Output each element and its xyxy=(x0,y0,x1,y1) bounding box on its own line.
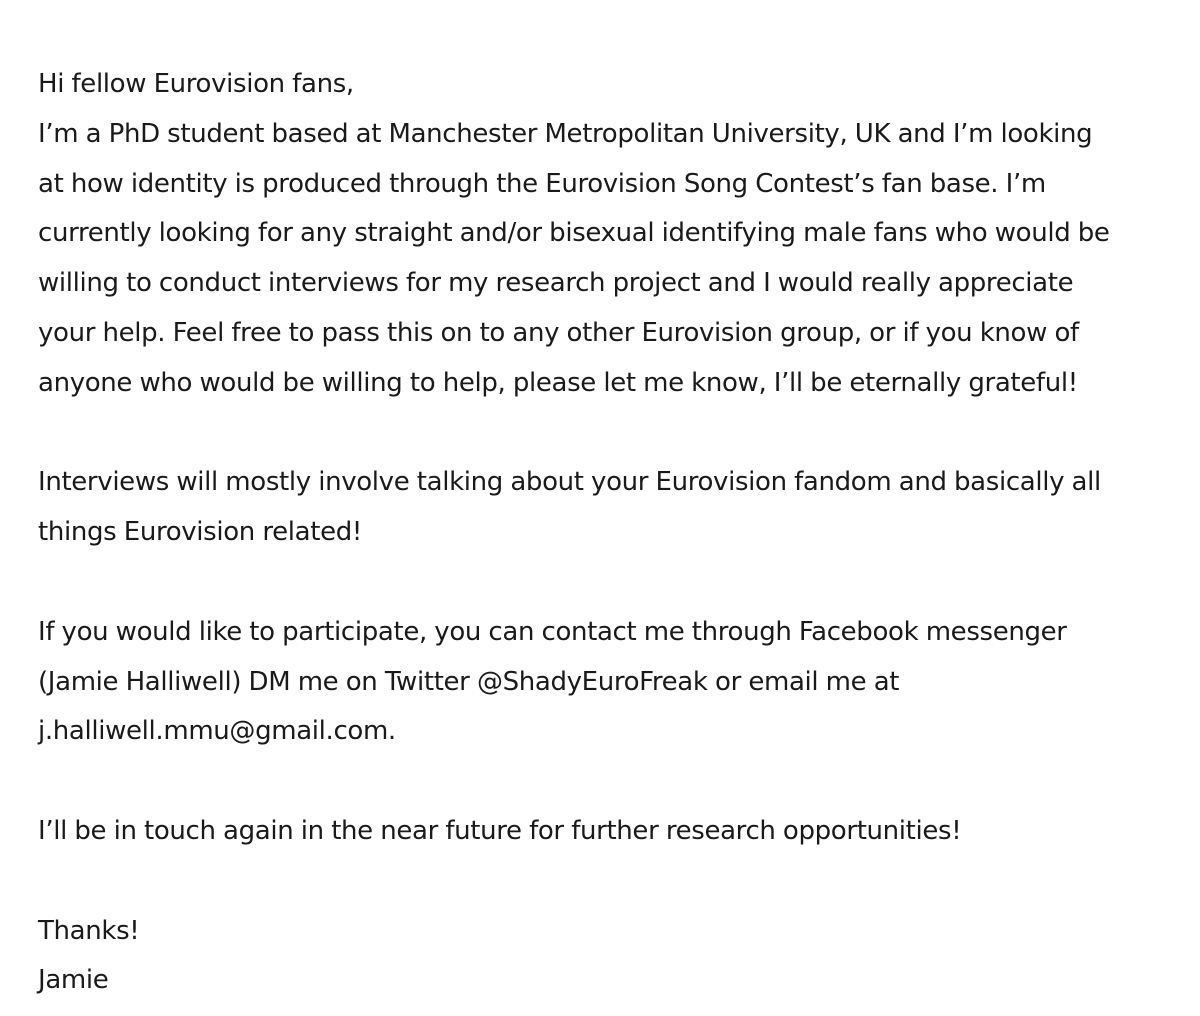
paragraph-line: j.halliwell.mmu@gmail.com. xyxy=(38,716,396,747)
paragraph-line: If you would like to participate, you can contact me through Facebook messenger xyxy=(38,616,1067,647)
intro-paragraph xyxy=(38,110,1178,409)
interview-paragraph xyxy=(38,458,1178,558)
greeting-line: Hi fellow Eurovision fans, xyxy=(38,69,354,99)
paragraph-gap xyxy=(38,857,1178,907)
paragraph-line: things Eurovision related! xyxy=(38,517,362,548)
paragraph-gap xyxy=(38,757,1178,807)
letter-body xyxy=(38,60,1178,1006)
paragraph-line: anyone who would be willing to help, please let me know, I’ll be eternally grateful! xyxy=(38,367,1078,398)
paragraph-line: your help. Feel free to pass this on to any other Eurovision group, or if you know of xyxy=(38,317,1079,348)
paragraph-line: currently looking for any straight and/or bisexual identifying male fans who would be xyxy=(38,218,1110,249)
paragraph-line: (Jamie Halliwell) DM me on Twitter @ShadyEuroFreak or email me at xyxy=(38,666,900,697)
paragraph-line: Interviews will mostly involve talking about your Eurovision fandom and basically all xyxy=(38,467,1101,498)
paragraph-line: I’m a PhD student based at Manchester Metropolitan University, UK and I’m looking xyxy=(38,118,1093,149)
paragraph-gap xyxy=(38,409,1178,459)
paragraph-gap xyxy=(38,558,1178,608)
signoff: Thanks! xyxy=(38,915,140,946)
paragraph-line: at how identity is produced through the Eurovision Song Contest’s fan base. I’m xyxy=(38,168,1046,199)
paragraph-line: willing to conduct interviews for my research project and I would really appreciate xyxy=(38,268,1074,299)
signature: Jamie xyxy=(38,965,109,996)
contact-paragraph xyxy=(38,608,1178,757)
closing-note: I’ll be in touch again in the near future for further research opportunities! xyxy=(38,815,962,846)
